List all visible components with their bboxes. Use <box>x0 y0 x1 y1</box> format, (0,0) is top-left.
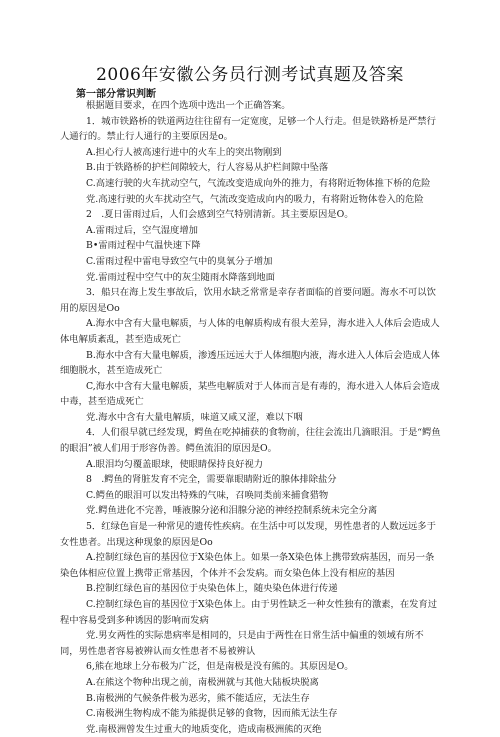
text-line: 党.高速行驶的火车扰动空气，气流改变造成向内的吸力，有将附近物体卷入的危险 <box>86 193 424 205</box>
text-line: 党.鳄鱼进化不完善，唾液腺分泌和泪腺分泌的神经控制系统未完全分离 <box>86 505 378 517</box>
text-line: C,海水中含有大量电解质，某些电解质对于人体而言是有毒的，海水进入人体后会造成中毒，甚至造成死亡 <box>60 380 440 408</box>
text-line: A.在熊这个物种出现之前，南极洲就与其他大陆板块脱离 <box>86 676 319 688</box>
text-line: 党.海水中含有大量电解质，味道又咸又涩，难以下咽 <box>86 411 303 423</box>
text-line: C.雷雨过程中雷电导致空气中的臭氧分子增加 <box>86 255 273 267</box>
text-line: A.担心行人被高速行进中的火车上的突出物刚到 <box>86 146 282 158</box>
text-line: B•雷雨过程中气温快速下降 <box>86 240 201 252</box>
text-line: B.南极洲的气候条件极为恶劣，熊不能适应，无法生存 <box>86 692 310 704</box>
text-line: A.雷雨过后，空气湿度增加 <box>86 224 198 236</box>
text-line: 党.男女两性的实际患病率是相同的，只是由于两性在日常生活中偏重的领域有所不同，男性患者容易被辨认而女性患者不易被辨认 <box>60 630 424 657</box>
text-line: 5．红绿色盲是一种常见的遗传性疾病。在生活中可以发现，男性患者的人数远远多于女性患者。出现这种现象的原因是Oo <box>60 521 436 548</box>
document-title: 2006年安徽公务员行测考试真题及答案 <box>96 65 404 85</box>
text-line: 8 .鳄鱼的肾脏发育不完全，需要靠眼睛附近的腺体排除盐分 <box>86 474 337 486</box>
text-line: 1．城市铁路桥的铁道两边往往留有一定宽度，足够一个人行走。但是铁路桥是严禁行人通行的。禁止行人通行的主要原因是o。 <box>60 115 436 143</box>
text-line: B.由于铁路桥的护栏间隙较大，行人容易从护栏间隙中坠落 <box>86 162 329 174</box>
text-line: 党.南极洲曾发生过重大的地质变化，造成南极洲熊的灭绝 <box>86 723 322 735</box>
text-line: B.控制红绿色盲的基因位于央染色体上，随央染色体进行传递 <box>86 583 338 595</box>
text-line: C.南极洲生物构成不能为熊提供足够的食物，因而熊无法生存 <box>86 708 338 720</box>
text-line: 4．人们很早就已经发现，鳄鱼在吃掉捕获的食物前，往往会流出几滴眼泪。于是“鳄鱼的眼泪”被人们用于形容伪善。鳄鱼流泪的原因是O。 <box>60 427 441 455</box>
section-heading: 第一部分常识判断 <box>76 89 156 100</box>
text-line: C.控制红绿色盲的基因位于X染色体上。由于男性缺乏一种女性独有的激素，在发育过程中容易受到多种诱因的影响而发病 <box>60 599 438 626</box>
text-line: A.眼泪均匀覆盖眼球，使眼睛保持良好视力 <box>86 458 264 470</box>
text-line: A.控制红绿色盲的基因位于X染色体上。如果一条X染色体上携带致病基因，而另一条染色体相应位置上携带正常基因，个体并不会发病。而女染色体上没有相应的基因 <box>60 552 435 579</box>
text-line: 2 .夏日雷雨过后，人们会感到空气特别清新。其主要原因是O。 <box>86 209 354 221</box>
text-line: B.海水中含有大量电解质，渗透压远远大于人体细胞内液，海水进入人体后会造成人体细胞脱水，甚至造成死亡 <box>60 349 440 377</box>
text-line: C.高速行驶的火车扰动空气，气流改变造成向外的推力，有将附近物体推下桥的危险 <box>86 177 431 189</box>
text-line: 3．船只在海上发生事故后，饮用水缺乏常常是幸存者面临的首要问题。海水不可以饮用的原因是Oo <box>60 287 436 314</box>
text-line: 6,熊在地球上分布极为广泛，但是南极是没有熊的。其原因是O。 <box>86 661 354 673</box>
document-body <box>60 98 442 737</box>
text-line: 党.雷雨过程中空气中的灰尘随雨水降落到地面 <box>86 271 275 283</box>
text-line: 根据题目要求，在四个选项中选出一个正确答案。 <box>86 100 291 111</box>
text-line: C.鳄鱼的眼泪可以发出特殊的气味，召唤同类前来捕食猎物 <box>86 489 329 501</box>
text-line: A.海水中含有大量电解质，与人体的电解质构成有很大差异，海水进入人体后会造成人体电解质紊乱，甚至造成死亡 <box>60 318 440 345</box>
